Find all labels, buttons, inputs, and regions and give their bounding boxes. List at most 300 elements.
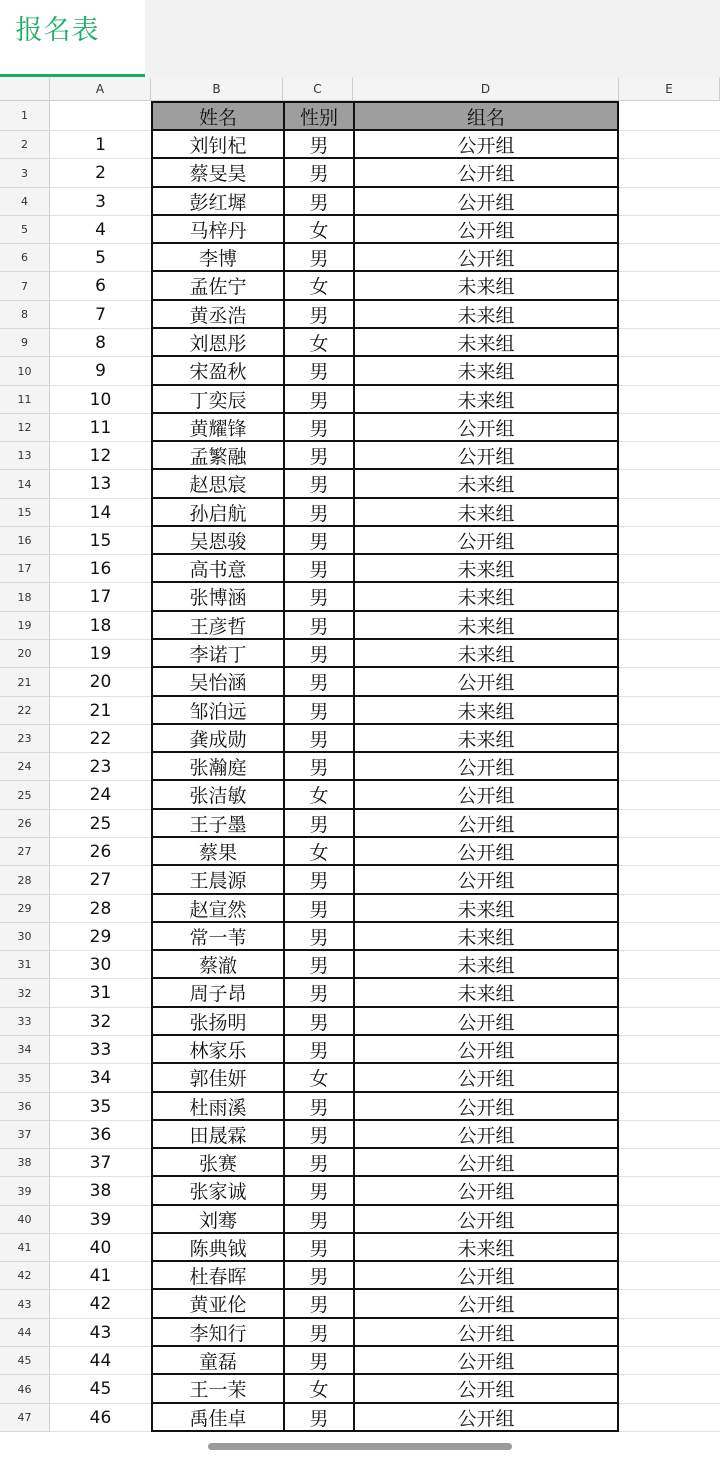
cell-group[interactable]: 未来组 xyxy=(353,697,619,725)
select-all-corner[interactable] xyxy=(0,78,50,100)
cell-gender[interactable]: 男 xyxy=(283,895,353,923)
cell-e[interactable] xyxy=(619,1347,720,1375)
cell-group[interactable]: 未来组 xyxy=(353,583,619,612)
cell-gender[interactable]: 女 xyxy=(283,329,353,357)
cell-a-number[interactable]: 43 xyxy=(50,1319,151,1347)
cell-a-number[interactable]: 33 xyxy=(50,1036,151,1064)
cell-gender[interactable]: 男 xyxy=(283,583,353,612)
row-number[interactable]: 1 xyxy=(0,101,50,131)
row-number[interactable]: 37 xyxy=(0,1121,50,1149)
cell-a-number[interactable]: 42 xyxy=(50,1290,151,1319)
cell-e[interactable] xyxy=(619,1093,720,1121)
cell-e[interactable] xyxy=(619,923,720,951)
cell-group[interactable]: 未来组 xyxy=(353,301,619,329)
cell-group[interactable]: 公开组 xyxy=(353,1177,619,1206)
cell-e[interactable] xyxy=(619,1262,720,1290)
cell-name[interactable]: 张扬明 xyxy=(151,1008,283,1036)
cell-a-number[interactable]: 29 xyxy=(50,923,151,951)
row-number[interactable]: 27 xyxy=(0,838,50,866)
cell-gender[interactable]: 男 xyxy=(283,1347,353,1375)
column-header-c[interactable]: C xyxy=(283,78,353,100)
row-number[interactable]: 23 xyxy=(0,725,50,753)
cell-name[interactable]: 宋盈秋 xyxy=(151,357,283,386)
cell-gender[interactable]: 男 xyxy=(283,470,353,499)
cell-name[interactable]: 丁奕辰 xyxy=(151,386,283,414)
row-number[interactable]: 16 xyxy=(0,527,50,555)
cell-e[interactable] xyxy=(619,1319,720,1347)
cell-group[interactable]: 公开组 xyxy=(353,244,619,272)
cell-name[interactable]: 郭佳妍 xyxy=(151,1064,283,1093)
header-gender-cell[interactable]: 性别 xyxy=(283,101,353,131)
cell-group[interactable]: 公开组 xyxy=(353,1290,619,1319)
cell-a-number[interactable]: 45 xyxy=(50,1375,151,1404)
cell-gender[interactable]: 女 xyxy=(283,838,353,866)
cell-name[interactable]: 张博涵 xyxy=(151,583,283,612)
row-number[interactable]: 30 xyxy=(0,923,50,951)
cell-name[interactable]: 刘骞 xyxy=(151,1206,283,1234)
cell-group[interactable]: 公开组 xyxy=(353,216,619,244)
cell-gender[interactable]: 男 xyxy=(283,668,353,697)
row-number[interactable]: 43 xyxy=(0,1290,50,1319)
cell-name[interactable]: 孙启航 xyxy=(151,499,283,527)
cell-name[interactable]: 黄亚伦 xyxy=(151,1290,283,1319)
cell-e[interactable] xyxy=(619,895,720,923)
row-number[interactable]: 40 xyxy=(0,1206,50,1234)
row-number[interactable]: 38 xyxy=(0,1149,50,1177)
row-number[interactable]: 7 xyxy=(0,272,50,301)
cell-a-number[interactable]: 21 xyxy=(50,697,151,725)
cell-e[interactable] xyxy=(619,244,720,272)
cell-a-number[interactable]: 46 xyxy=(50,1404,151,1432)
cell-name[interactable]: 王彦哲 xyxy=(151,612,283,640)
cell-name[interactable]: 孟繁融 xyxy=(151,442,283,470)
cell-a-number[interactable]: 38 xyxy=(50,1177,151,1206)
cell-a-number[interactable]: 9 xyxy=(50,357,151,386)
cell-group[interactable]: 公开组 xyxy=(353,131,619,159)
cell-a-number[interactable]: 37 xyxy=(50,1149,151,1177)
cell-e[interactable] xyxy=(619,640,720,668)
cell-name[interactable]: 蔡果 xyxy=(151,838,283,866)
cell-a-number[interactable]: 15 xyxy=(50,527,151,555)
cell-name[interactable]: 吴恩骏 xyxy=(151,527,283,555)
row-number[interactable]: 28 xyxy=(0,866,50,895)
cell-group[interactable]: 未来组 xyxy=(353,979,619,1008)
cell-e[interactable] xyxy=(619,101,720,131)
cell-group[interactable]: 未来组 xyxy=(353,357,619,386)
cell-group[interactable]: 未来组 xyxy=(353,499,619,527)
cell-e[interactable] xyxy=(619,753,720,781)
cell-gender[interactable]: 男 xyxy=(283,301,353,329)
cell-e[interactable] xyxy=(619,866,720,895)
cell-a-number[interactable]: 22 xyxy=(50,725,151,753)
row-number[interactable]: 26 xyxy=(0,810,50,838)
cell-gender[interactable]: 男 xyxy=(283,1121,353,1149)
cell-a-number[interactable]: 40 xyxy=(50,1234,151,1262)
row-number[interactable]: 20 xyxy=(0,640,50,668)
cell-e[interactable] xyxy=(619,1234,720,1262)
cell-name[interactable]: 吴怡涵 xyxy=(151,668,283,697)
cell-name[interactable]: 常一苇 xyxy=(151,923,283,951)
cell-gender[interactable]: 男 xyxy=(283,414,353,442)
cell-gender[interactable]: 男 xyxy=(283,159,353,188)
cell-e[interactable] xyxy=(619,301,720,329)
cell-e[interactable] xyxy=(619,188,720,216)
cell-gender[interactable]: 女 xyxy=(283,272,353,301)
cell-name[interactable]: 龚成勋 xyxy=(151,725,283,753)
cell-name[interactable]: 李诺丁 xyxy=(151,640,283,668)
row-number[interactable]: 21 xyxy=(0,668,50,697)
cell-group[interactable]: 公开组 xyxy=(353,781,619,810)
cell-gender[interactable]: 男 xyxy=(283,188,353,216)
cell-a-number[interactable]: 10 xyxy=(50,386,151,414)
cell-name[interactable]: 张洁敏 xyxy=(151,781,283,810)
row-number[interactable]: 39 xyxy=(0,1177,50,1206)
cell-group[interactable]: 未来组 xyxy=(353,555,619,583)
cell-gender[interactable]: 男 xyxy=(283,1404,353,1432)
cell-e[interactable] xyxy=(619,951,720,979)
cell-gender[interactable]: 女 xyxy=(283,1064,353,1093)
cell-e[interactable] xyxy=(619,1121,720,1149)
cell-a-number[interactable]: 1 xyxy=(50,131,151,159)
row-number[interactable]: 9 xyxy=(0,329,50,357)
table-row xyxy=(0,753,720,781)
cell-group[interactable]: 公开组 xyxy=(353,1375,619,1404)
row-number[interactable]: 12 xyxy=(0,414,50,442)
cell-gender[interactable]: 男 xyxy=(283,131,353,159)
cell-a-number[interactable]: 11 xyxy=(50,414,151,442)
row-number[interactable]: 32 xyxy=(0,979,50,1008)
cell-gender[interactable]: 男 xyxy=(283,527,353,555)
cell-gender[interactable]: 男 xyxy=(283,1290,353,1319)
cell-e[interactable] xyxy=(619,357,720,386)
cell-a-number[interactable]: 8 xyxy=(50,329,151,357)
header-group-cell[interactable]: 组名 xyxy=(353,101,619,131)
table-row xyxy=(0,951,720,979)
cell-a-number[interactable]: 7 xyxy=(50,301,151,329)
cell-name[interactable]: 林家乐 xyxy=(151,1036,283,1064)
cell-group[interactable]: 未来组 xyxy=(353,1234,619,1262)
cell-group[interactable]: 未来组 xyxy=(353,329,619,357)
cell-name[interactable]: 王一茉 xyxy=(151,1375,283,1404)
cell-name[interactable]: 张赛 xyxy=(151,1149,283,1177)
row-number[interactable]: 45 xyxy=(0,1347,50,1375)
sheet-tab-active[interactable] xyxy=(0,0,145,77)
table-row xyxy=(0,810,720,838)
cell-gender[interactable]: 男 xyxy=(283,244,353,272)
cell-group[interactable]: 公开组 xyxy=(353,527,619,555)
row-number[interactable]: 15 xyxy=(0,499,50,527)
row-number[interactable]: 11 xyxy=(0,386,50,414)
cell-a-number[interactable]: 41 xyxy=(50,1262,151,1290)
cell-group[interactable]: 公开组 xyxy=(353,1319,619,1347)
cell-name[interactable]: 张瀚庭 xyxy=(151,753,283,781)
table-row xyxy=(0,442,720,470)
cell-name[interactable]: 王子墨 xyxy=(151,810,283,838)
cell-e[interactable] xyxy=(619,781,720,810)
cell-e[interactable] xyxy=(619,1206,720,1234)
cell-name[interactable]: 田晟霖 xyxy=(151,1121,283,1149)
cell-group[interactable]: 未来组 xyxy=(353,923,619,951)
row-number[interactable]: 19 xyxy=(0,612,50,640)
cell-e[interactable] xyxy=(619,442,720,470)
cell-gender[interactable]: 男 xyxy=(283,555,353,583)
cell-e[interactable] xyxy=(619,470,720,499)
table-row xyxy=(0,329,720,357)
cell-group[interactable]: 公开组 xyxy=(353,838,619,866)
cell-a-number[interactable]: 25 xyxy=(50,810,151,838)
cell-a-number[interactable]: 14 xyxy=(50,499,151,527)
cell-group[interactable]: 公开组 xyxy=(353,668,619,697)
cell-name[interactable]: 孟佐宁 xyxy=(151,272,283,301)
cell-a-number[interactable]: 24 xyxy=(50,781,151,810)
cell-group[interactable]: 未来组 xyxy=(353,951,619,979)
cell-a-number[interactable]: 27 xyxy=(50,866,151,895)
row-number[interactable]: 25 xyxy=(0,781,50,810)
row-number[interactable]: 29 xyxy=(0,895,50,923)
row-number[interactable]: 31 xyxy=(0,951,50,979)
cell-gender[interactable]: 男 xyxy=(283,1262,353,1290)
row-number[interactable]: 14 xyxy=(0,470,50,499)
row-number[interactable]: 35 xyxy=(0,1064,50,1093)
cell-e[interactable] xyxy=(619,499,720,527)
cell-group[interactable]: 公开组 xyxy=(353,188,619,216)
column-header-b[interactable]: B xyxy=(151,78,283,100)
cell-name[interactable]: 王晨源 xyxy=(151,866,283,895)
cell-group[interactable]: 公开组 xyxy=(353,1008,619,1036)
cell-group[interactable]: 未来组 xyxy=(353,272,619,301)
cell-name[interactable]: 刘恩彤 xyxy=(151,329,283,357)
cell-gender[interactable]: 男 xyxy=(283,612,353,640)
cell-gender[interactable]: 女 xyxy=(283,1375,353,1404)
cell-name[interactable]: 杜春晖 xyxy=(151,1262,283,1290)
cell-gender[interactable]: 男 xyxy=(283,951,353,979)
cell-name[interactable]: 赵宣然 xyxy=(151,895,283,923)
cell-e[interactable] xyxy=(619,1149,720,1177)
cell-gender[interactable]: 男 xyxy=(283,386,353,414)
cell-name[interactable]: 李知行 xyxy=(151,1319,283,1347)
cell-group[interactable]: 公开组 xyxy=(353,1347,619,1375)
header-name-cell[interactable]: 姓名 xyxy=(151,101,283,131)
cell-name[interactable]: 张家诚 xyxy=(151,1177,283,1206)
cell-name[interactable]: 邹泊远 xyxy=(151,697,283,725)
cell-gender[interactable]: 男 xyxy=(283,499,353,527)
cell-group[interactable]: 公开组 xyxy=(353,1121,619,1149)
cell-name[interactable]: 高书意 xyxy=(151,555,283,583)
cell-gender[interactable]: 男 xyxy=(283,1093,353,1121)
cell-e[interactable] xyxy=(619,216,720,244)
cell-gender[interactable]: 女 xyxy=(283,781,353,810)
cell-e[interactable] xyxy=(619,272,720,301)
cell-name[interactable]: 黄丞浩 xyxy=(151,301,283,329)
cell-a-number[interactable]: 36 xyxy=(50,1121,151,1149)
cell-a-number[interactable]: 39 xyxy=(50,1206,151,1234)
cell-a-number[interactable]: 32 xyxy=(50,1008,151,1036)
cell-a-number[interactable]: 17 xyxy=(50,583,151,612)
cell-e[interactable] xyxy=(619,810,720,838)
cell-group[interactable]: 公开组 xyxy=(353,810,619,838)
cell-a-number[interactable]: 12 xyxy=(50,442,151,470)
cell-a-number[interactable]: 16 xyxy=(50,555,151,583)
cell-a-number[interactable]: 44 xyxy=(50,1347,151,1375)
cell-gender[interactable]: 男 xyxy=(283,923,353,951)
row-number[interactable]: 22 xyxy=(0,697,50,725)
cell-name[interactable]: 周子昂 xyxy=(151,979,283,1008)
cell-group[interactable]: 公开组 xyxy=(353,1262,619,1290)
cell-name[interactable]: 黄耀锋 xyxy=(151,414,283,442)
cell-name[interactable]: 禹佳卓 xyxy=(151,1404,283,1432)
row-number[interactable]: 24 xyxy=(0,753,50,781)
cell-e[interactable] xyxy=(619,725,720,753)
cell-name[interactable]: 李博 xyxy=(151,244,283,272)
cell-group[interactable]: 公开组 xyxy=(353,1404,619,1432)
cell-gender[interactable]: 男 xyxy=(283,697,353,725)
cell-name[interactable]: 杜雨溪 xyxy=(151,1093,283,1121)
cell-name[interactable]: 彭红墀 xyxy=(151,188,283,216)
cell-e[interactable] xyxy=(619,527,720,555)
row-number[interactable]: 47 xyxy=(0,1404,50,1432)
row-number[interactable]: 5 xyxy=(0,216,50,244)
row-number[interactable]: 2 xyxy=(0,131,50,159)
cell-e[interactable] xyxy=(619,159,720,188)
cell-name[interactable]: 蔡澈 xyxy=(151,951,283,979)
cell-e[interactable] xyxy=(619,1177,720,1206)
cell-e[interactable] xyxy=(619,131,720,159)
cell-group[interactable]: 未来组 xyxy=(353,895,619,923)
cell-gender[interactable]: 女 xyxy=(283,216,353,244)
cell-group[interactable]: 公开组 xyxy=(353,442,619,470)
cell-gender[interactable]: 男 xyxy=(283,1177,353,1206)
cell-group[interactable]: 公开组 xyxy=(353,1206,619,1234)
cell-a-number[interactable]: 6 xyxy=(50,272,151,301)
cell-gender[interactable]: 男 xyxy=(283,1149,353,1177)
table-row xyxy=(0,1290,720,1319)
cell-group[interactable]: 公开组 xyxy=(353,1149,619,1177)
cell-gender[interactable]: 男 xyxy=(283,810,353,838)
cell-gender[interactable]: 男 xyxy=(283,1008,353,1036)
cell-gender[interactable]: 男 xyxy=(283,357,353,386)
cell-name[interactable]: 蔡旻昊 xyxy=(151,159,283,188)
row-number[interactable]: 13 xyxy=(0,442,50,470)
row-number[interactable]: 42 xyxy=(0,1262,50,1290)
cell-a-number[interactable]: 28 xyxy=(50,895,151,923)
row-number[interactable]: 18 xyxy=(0,583,50,612)
row-number[interactable]: 4 xyxy=(0,188,50,216)
cell-e[interactable] xyxy=(619,1064,720,1093)
row-number[interactable]: 6 xyxy=(0,244,50,272)
cell-group[interactable]: 公开组 xyxy=(353,866,619,895)
column-header-d[interactable]: D xyxy=(353,78,619,100)
cell-e[interactable] xyxy=(619,329,720,357)
cell-e[interactable] xyxy=(619,1404,720,1432)
cell-a-number[interactable]: 3 xyxy=(50,188,151,216)
cell-e[interactable] xyxy=(619,414,720,442)
row-number[interactable]: 3 xyxy=(0,159,50,188)
cell-e[interactable] xyxy=(619,1008,720,1036)
cell-e[interactable] xyxy=(619,612,720,640)
cell-group[interactable]: 未来组 xyxy=(353,470,619,499)
cell-gender[interactable]: 男 xyxy=(283,442,353,470)
cell-a-number[interactable]: 31 xyxy=(50,979,151,1008)
cell-e[interactable] xyxy=(619,583,720,612)
cell-gender[interactable]: 男 xyxy=(283,1319,353,1347)
row-number[interactable]: 36 xyxy=(0,1093,50,1121)
cell-group[interactable]: 公开组 xyxy=(353,414,619,442)
cell-a-number[interactable]: 13 xyxy=(50,470,151,499)
cell-group[interactable]: 公开组 xyxy=(353,159,619,188)
cell-gender[interactable]: 男 xyxy=(283,1234,353,1262)
cell-gender[interactable]: 男 xyxy=(283,753,353,781)
cell-a[interactable] xyxy=(50,101,151,131)
table-row xyxy=(0,697,720,725)
table-row xyxy=(0,895,720,923)
cell-a-number[interactable]: 2 xyxy=(50,159,151,188)
cell-gender[interactable]: 男 xyxy=(283,1206,353,1234)
cell-a-number[interactable]: 5 xyxy=(50,244,151,272)
cell-gender[interactable]: 男 xyxy=(283,725,353,753)
cell-gender[interactable]: 男 xyxy=(283,1036,353,1064)
cell-e[interactable] xyxy=(619,1375,720,1404)
cell-gender[interactable]: 男 xyxy=(283,640,353,668)
column-header-e[interactable]: E xyxy=(619,78,720,100)
cell-name[interactable]: 陈典钺 xyxy=(151,1234,283,1262)
cell-e[interactable] xyxy=(619,838,720,866)
row-number[interactable]: 17 xyxy=(0,555,50,583)
cell-e[interactable] xyxy=(619,1290,720,1319)
cell-a-number[interactable]: 30 xyxy=(50,951,151,979)
cell-e[interactable] xyxy=(619,1036,720,1064)
cell-a-number[interactable]: 26 xyxy=(50,838,151,866)
cell-group[interactable]: 未来组 xyxy=(353,386,619,414)
cell-name[interactable]: 刘钊杞 xyxy=(151,131,283,159)
table-row xyxy=(0,272,720,301)
cell-a-number[interactable]: 4 xyxy=(50,216,151,244)
cell-e[interactable] xyxy=(619,386,720,414)
cell-a-number[interactable]: 34 xyxy=(50,1064,151,1093)
cell-group[interactable]: 未来组 xyxy=(353,612,619,640)
cell-group[interactable]: 未来组 xyxy=(353,640,619,668)
cell-group[interactable]: 未来组 xyxy=(353,725,619,753)
table-row xyxy=(0,1149,720,1177)
column-header-a[interactable]: A xyxy=(50,78,151,100)
cell-a-number[interactable]: 18 xyxy=(50,612,151,640)
cell-group[interactable]: 公开组 xyxy=(353,753,619,781)
cell-a-number[interactable]: 19 xyxy=(50,640,151,668)
row-number[interactable]: 44 xyxy=(0,1319,50,1347)
row-number[interactable]: 41 xyxy=(0,1234,50,1262)
row-number[interactable]: 46 xyxy=(0,1375,50,1404)
cell-name[interactable]: 童磊 xyxy=(151,1347,283,1375)
row-number[interactable]: 34 xyxy=(0,1036,50,1064)
cell-a-number[interactable]: 35 xyxy=(50,1093,151,1121)
cell-gender[interactable]: 男 xyxy=(283,979,353,1008)
cell-gender[interactable]: 男 xyxy=(283,866,353,895)
cell-a-number[interactable]: 20 xyxy=(50,668,151,697)
table-row xyxy=(0,923,720,951)
row-number[interactable]: 33 xyxy=(0,1008,50,1036)
cell-e[interactable] xyxy=(619,979,720,1008)
row-number[interactable]: 8 xyxy=(0,301,50,329)
cell-group[interactable]: 公开组 xyxy=(353,1036,619,1064)
cell-group[interactable]: 公开组 xyxy=(353,1064,619,1093)
cell-group[interactable]: 公开组 xyxy=(353,1093,619,1121)
row-number[interactable]: 10 xyxy=(0,357,50,386)
cell-name[interactable]: 赵思宸 xyxy=(151,470,283,499)
cell-e[interactable] xyxy=(619,668,720,697)
cell-e[interactable] xyxy=(619,697,720,725)
cell-name[interactable]: 马梓丹 xyxy=(151,216,283,244)
cell-e[interactable] xyxy=(619,555,720,583)
cell-a-number[interactable]: 23 xyxy=(50,753,151,781)
